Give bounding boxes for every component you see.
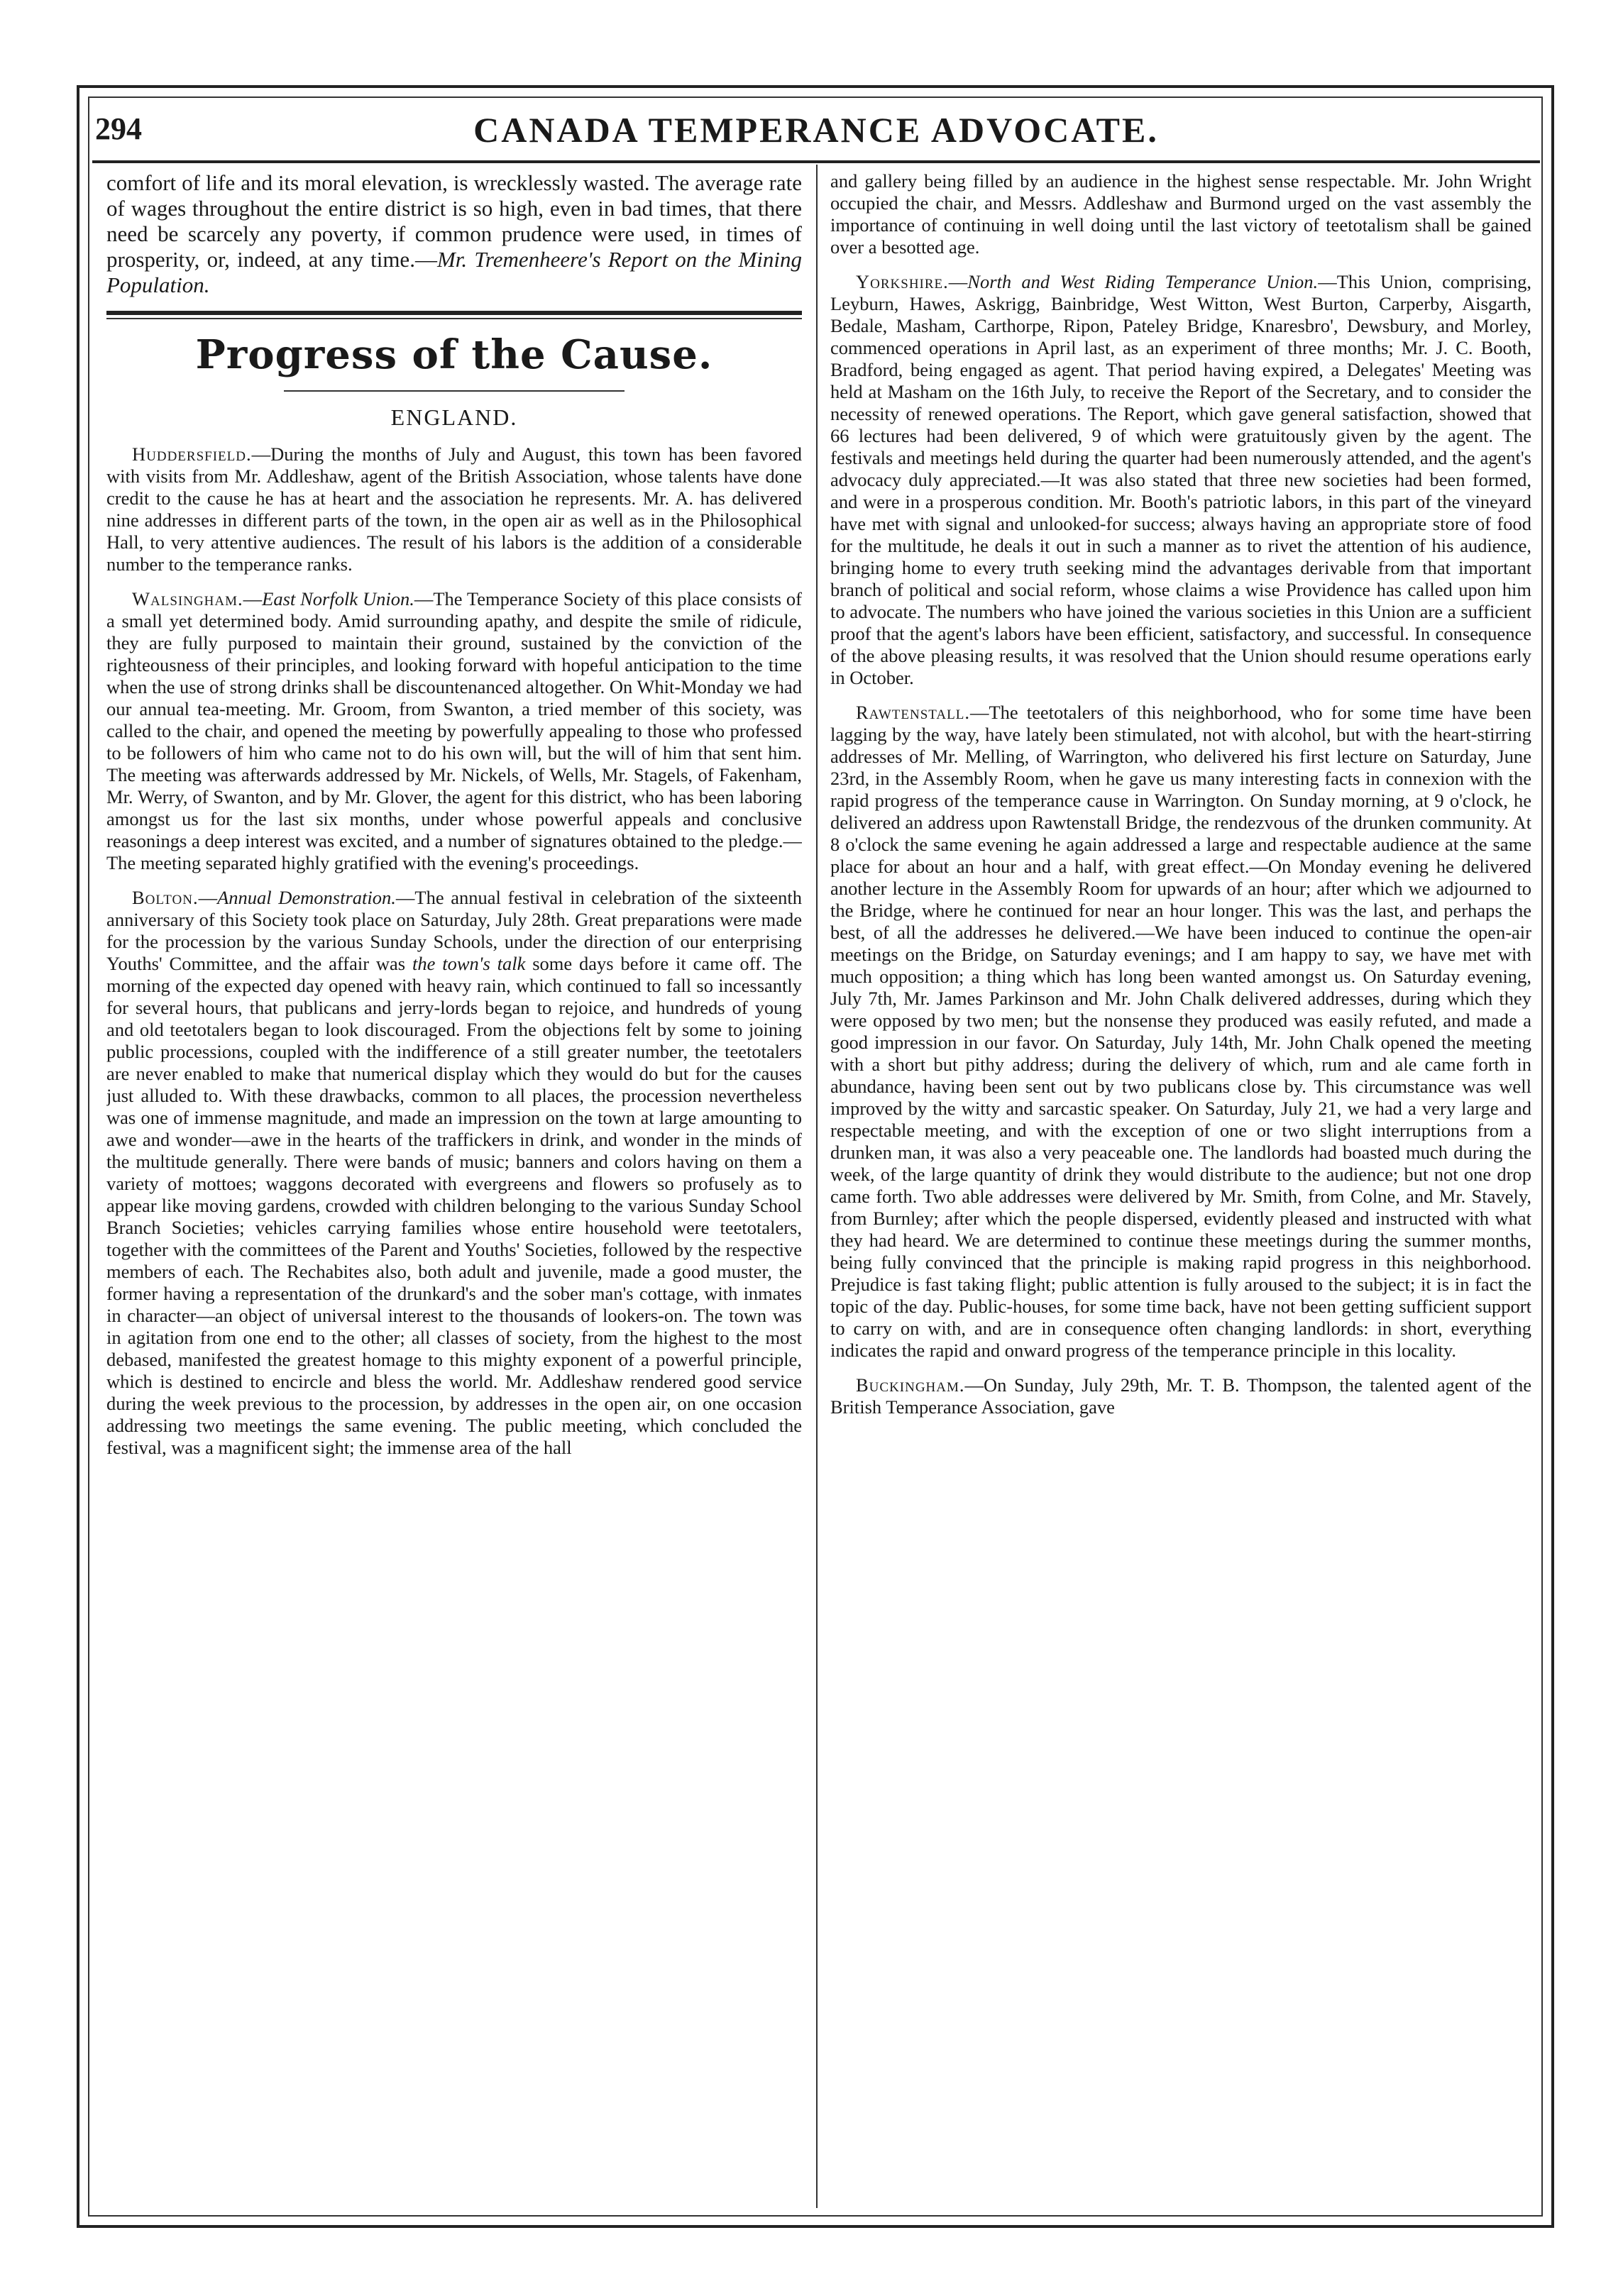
article-place: Walsingham. <box>132 588 243 609</box>
article-subtitle: Annual Demonstration. <box>217 887 396 908</box>
article-text: —The annual festival in celebration of the sixteenth anniversary of this Society took place on Saturday, July 28th. Great preparations were made for the procession by the various Sunday Schools, under the direction of our enterprising Youths' Committee, and the affair was <box>106 887 802 974</box>
article-subtitle: North and West Riding Temperance Union. <box>967 271 1319 292</box>
article-place: Rawtenstall. <box>856 702 970 723</box>
article-subtitle: East Norfolk Union. <box>262 588 414 609</box>
article-buckingham <box>830 1374 1531 1418</box>
article-rawtenstall <box>830 702 1531 1362</box>
article-place: Buckingham. <box>856 1374 965 1396</box>
intro-citation: Mr. Tremenheere's Report on the Mining Population. <box>106 247 802 297</box>
continuation-paragraph: and gallery being filled by an audience in the highest sense respectable. Mr. John Wright occupied the chair, and Messrs. Addleshaw and Burmond urged on the vast assembly the importance of continuing in well doing until the last victory of teetotalism shall be gained over a besotted age. <box>830 170 1531 258</box>
section-title: Progress of the Cause. <box>195 331 713 378</box>
article-text: —The teetotalers of this neighborhood, who for some time have been lagging by the way, have lately been stimulated, not with alcohol, but with the heart-stirring addresses of Mr. Melling, of Warrington, who delivered his first lecture on Saturday, June 23rd, in the Assembly Room, when he gave us many interesting facts in connexion with the rapid progress of the temperance cause in Warrington. On Sunday morning, at 9 o'clock, he delivered an address upon Rawtenstall Bridge, the rendezvous of the drunken community. At 8 o'clock the same evening he again addressed a large and respectable audience at the same place for about an hour and a half, with great effect.—On Monday evening he delivered another lecture in the Assembly Room for upwards of an hour; after which we adjourned to the Bridge, where he continued for near an hour longer. This was the last, and perhaps the best, of all the addresses he delivered.—We have been induced to continue the open-air meetings on the Bridge, on Saturday evenings; and I am happy to say, we have met with much opposition; a thing which has long been wanted amongst us. On Saturday evening, July 7th, Mr. James Parkinson and Mr. John Chalk delivered addresses, during which they were opposed by two men; but the nonsense they produced was easily refuted, and made a good impression in our favor. On Saturday, July 14th, Mr. John Chalk opened the meeting with a short but pithy address; during the delivery of which, rum and ale came forth in abundance, having been sent out by two publicans close by. This circumstance was well improved by the witty and sarcastic speaker. On Saturday, July 21, we had a very large and respectable meeting, and with the exception of one or two slight interruptions from a drunken man, it was also a very peaceable one. The landlords had boasted much during the week, of the large quantity of drink they would distribute to the audience; but not one drop came forth. Two able addresses were delivered by Mr. Smith, from Colne, and Mr. Stavely, from Burnley; after which the people dispersed, evidently pleased and instructed with what they had heard. We are determined to continue these meetings during the summer months, being fully convinced that the principle is making rapid progress in this neighborhood. Prejudice is fast taking flight; public attention is fully aroused to the subject; it is in fact the topic of the day. Public-houses, for some time back, have not been getting sufficient support to carry on with, and are in consequence often changing landlords: in short, everything indicates the rapid and onward progress of the temperance principle in this locality. <box>830 702 1531 1361</box>
article-place: Huddersfield. <box>132 443 252 465</box>
page-header <box>92 99 1540 156</box>
article-walsingham: Walsingham.—East Norfolk Union.—The Temperance Society of this place consists of a small yet determined body. Amid surrounding apathy, and despite the smile of ridicule, they are fully purposed to maintain their ground, sustained by the conviction of the righteousness of their principles, and looking forward with hopeful anticipation to the time when the use of strong drinks shall be discountenanced altogether. On Whit-Monday we had our annual tea-meeting. Mr. Groom, from Swanton, a tried member of this society, was called to the chair, and opened the meeting by powerfully appealing to those who professed to be followers of him who came not to do his own will, but the will of him that sent him. The meeting was afterwards addressed by Mr. Nickels, of Wells, Mr. Stagels, of Fakenham, Mr. Werry, of Swanton, and by Mr. Glover, the agent for this district, who has been laboring amongst us for the last six months, under whose powerful appeals and conclusive reasonings a deep interest was excited, and a number of signatures obtained to the pledge.—The meeting separated highly gratified with the evening's proceedings. <box>106 588 802 873</box>
right-column <box>830 170 1531 2207</box>
section-rule-thin <box>106 318 802 319</box>
journal-title: CANADA TEMPERANCE ADVOCATE. <box>473 110 1159 150</box>
article-text: —During the months of July and August, this town has been favored with visits from Mr. Addleshaw, agent of the British Association, whose talents have done credit to the cause he has at heart and the association he represents. Mr. A. has delivered nine addresses in different parts of the town, in the open air as well as in the Philosophical Hall, to very attentive audiences. The result of his labors is the addition of a considerable number to the temperance ranks. <box>106 443 802 575</box>
header-rule <box>92 160 1540 163</box>
article-text: —On Sunday, July 29th, Mr. T. B. Thompson, the talented agent of the British Temperance Association, gave <box>830 1374 1531 1418</box>
page-number: 294 <box>95 111 142 146</box>
article-place: Yorkshire. <box>856 271 949 292</box>
left-column <box>106 170 802 2207</box>
intro-paragraph <box>106 170 802 298</box>
article-huddersfield <box>106 443 802 575</box>
section-title-rule <box>284 390 625 392</box>
article-emphasis: the town's talk <box>412 953 526 974</box>
article-text: —This Union, comprising, Leyburn, Hawes, Askrigg, Bainbridge, West Witton, West Burton, Carperby, Aisgarth, Bedale, Masham, Carthorpe, Ripon, Pateley Bridge, Knaresbro', Dewsbury, and Morley, commenced operations in April last, as an experiment of three months; Mr. J. C. Booth, Bradford, being engaged as agent. That period having expired, a Delegates' Meeting was held at Masham on the 16th July, to receive the Report of the Secretary, and to consider the necessity of renewed operations. The Report, which gave general satisfaction, showed that 66 lectures had been delivered, 9 of which were gratuitously given by the agent. The festivals and meetings held during the quarter had been numerously attended, and the agent's advocacy duly appreciated.—It was also stated that three new societies had been formed, and were in a prosperous condition. Mr. Booth's patriotic labors, in this part of the vineyard have met with signal and unlooked-for success; always having an appropriate store of food for the multitude, he deals it out in such a manner as to rivet the attention of his audience, bringing home to every truth seeking mind the advantages derivable from that important branch of political and social reform, whose claims a wise Providence has called upon him to advocate. The numbers who have joined the various societies in this Union are a sufficient proof that the agent's labors have been efficient, satisfactory, and successful. In consequence of the above pleasing results, it was resolved that the Union should resume operations early in October. <box>830 271 1531 688</box>
article-place: Bolton. <box>132 887 199 908</box>
subsection-title: ENGLAND. <box>390 404 518 430</box>
intro-text: comfort of life and its moral elevation, is wrecklessly wasted. The average rate of wages throughout the entire district is so high, even in bad times, that there need be scarcely any poverty, if common prudence were used, in times of prosperity, or, indeed, at any time.— <box>106 170 802 272</box>
article-yorkshire: Yorkshire.—North and West Riding Temperance Union.—This Union, comprising, Leyburn, Hawes, Askrigg, Bainbridge, West Witton, West Burton, Carperby, Aisgarth, Bedale, Masham, Carthorpe, Ripon, Pateley Bridge, Knaresbro', Dewsbury, and Morley, commenced operations in April last, as an experiment of three months; Mr. J. C. Booth, Bradford, being engaged as agent. That period having expired, a Delegates' Meeting was held at Masham on the 16th July, to receive the Report of the Secretary, and to consider the necessity of renewed operations. The Report, which gave general satisfaction, showed that 66 lectures had been delivered, 9 of which were gratuitously given by the agent. The festivals and meetings held during the quarter had been numerously attended, and the agent's advocacy duly appreciated.—It was also stated that three new societies had been formed, and were in a prosperous condition. Mr. Booth's patriotic labors, in this part of the vineyard have met with signal and unlooked-for success; always having an appropriate store of food for the multitude, he deals it out in such a manner as to rivet the attention of his audience, bringing home to every truth seeking mind the advantages derivable from that important branch of political and social reform, whose claims a wise Providence has called upon him to advocate. The numbers who have joined the various societies in this Union are a sufficient proof that the agent's labors have been efficient, satisfactory, and successful. In consequence of the above pleasing results, it was resolved that the Union should resume operations early in October. <box>830 271 1531 688</box>
article-text-continued: some days before it came off. The morning of the expected day opened with heavy rain, which continued to fall so incessantly for several hours, that publicans and jerry-lords began to rejoice, and hundreds of young and old teetotalers began to look discouraged. From the objections felt by some to joining public processions, coupled with the indifference of a still greater number, the teetotalers are never enabled to make that numerical display which they would do but for the causes just alluded to. With these drawbacks, common to all places, the procession nevertheless was one of immense magnitude, and made an impression on the town at large amounting to awe and wonder—awe in the hearts of the traffickers in drink, and wonder in the minds of the multitude generally. There were bands of music; banners and colors having on them a variety of mottoes; waggons decorated with evergreens and flowers so profusely as to appear like moving gardens, crowded with children belonging to the various Sunday School Branch Societies; vehicles carrying families whose entire household were teetotalers, together with the committees of the Parent and Youths' Societies, followed by the respective members of each. The Rechabites also, both adult and juvenile, made a good muster, the former having a representation of the drunkard's and the sober man's cottage, with inmates in character—an object of universal interest to the thousands of lookers-on. The town was in agitation from one end to the other; all classes of society, from the highest to the most debased, manifested the greatest homage to this mighty exponent of a powerful principle, which is destined to encircle and bless the world. Mr. Addleshaw rendered good service during the week previous to the procession, by addresses in the open air, on one occasion addressing two meetings the same evening. The public meeting, which concluded the festival, was a magnificent sight; the immense area of the hall <box>106 953 802 1458</box>
article-text: —The Temperance Society of this place consists of a small yet determined body. Amid surrounding apathy, and despite the smile of ridicule, they are fully purposed to maintain their ground, sustained by the conviction of the righteousness of their principles, and looking forward with hopeful anticipation to the time when the use of strong drinks shall be discountenanced altogether. On Whit-Monday we had our annual tea-meeting. Mr. Groom, from Swanton, a tried member of this society, was called to the chair, and opened the meeting by powerfully appealing to those who professed to be followers of him who came not to do his own will, but the will of him that sent him. The meeting was afterwards addressed by Mr. Nickels, of Wells, Mr. Stagels, of Fakenham, Mr. Werry, of Swanton, and by Mr. Glover, the agent for this district, who has been laboring amongst us for the last six months, under whose powerful appeals and conclusive reasonings a deep interest was excited, and a number of signatures obtained to the pledge.—The meeting separated highly gratified with the evening's proceedings. <box>106 588 802 873</box>
column-divider <box>816 165 818 2208</box>
section-rule-heavy <box>106 311 802 315</box>
article-bolton: Bolton.—Annual Demonstration.—The annual festival in celebration of the sixteenth anniversary of this Society took place on Saturday, July 28th. Great preparations were made for the procession by the various Sunday Schools, under the direction of our enterprising Youths' Committee, and the affair was the town's talk some days before it came off. The morning of the expected day opened with heavy rain, which continued to fall so incessantly for several hours, that publicans and jerry-lords began to rejoice, and hundreds of young and old teetotalers began to look discouraged. From the objections felt by some to joining public processions, coupled with the indifference of a still greater number, the teetotalers are never enabled to make that numerical display which they would do but for the causes just alluded to. With these drawbacks, common to all places, the procession nevertheless was one of immense magnitude, and made an impression on the town at large amounting to awe and wonder—awe in the hearts of the traffickers in drink, and wonder in the minds of the multitude generally. There were bands of music; banners and colors having on them a variety of mottoes; waggons decorated with evergreens and flowers so profusely as to appear like moving gardens, crowded with children belonging to the various Sunday School Branch Societies; vehicles carrying families whose entire household were teetotalers, together with the committees of the Parent and Youths' Societies, followed by the respective members of each. The Rechabites also, both adult and juvenile, made a good muster, the former having a representation of the drunkard's and the sober man's cottage, with inmates in character—an object of universal interest to the thousands of lookers-on. The town was in agitation from one end to the other; all classes of society, from the highest to the most debased, manifested the greatest homage to this mighty exponent of a powerful principle, which is destined to encircle and bless the world. Mr. Addleshaw rendered good service during the week previous to the procession, by addresses in the open air, on one occasion addressing two meetings the same evening. The public meeting, which concluded the festival, was a magnificent sight; the immense area of the hall <box>106 887 802 1458</box>
